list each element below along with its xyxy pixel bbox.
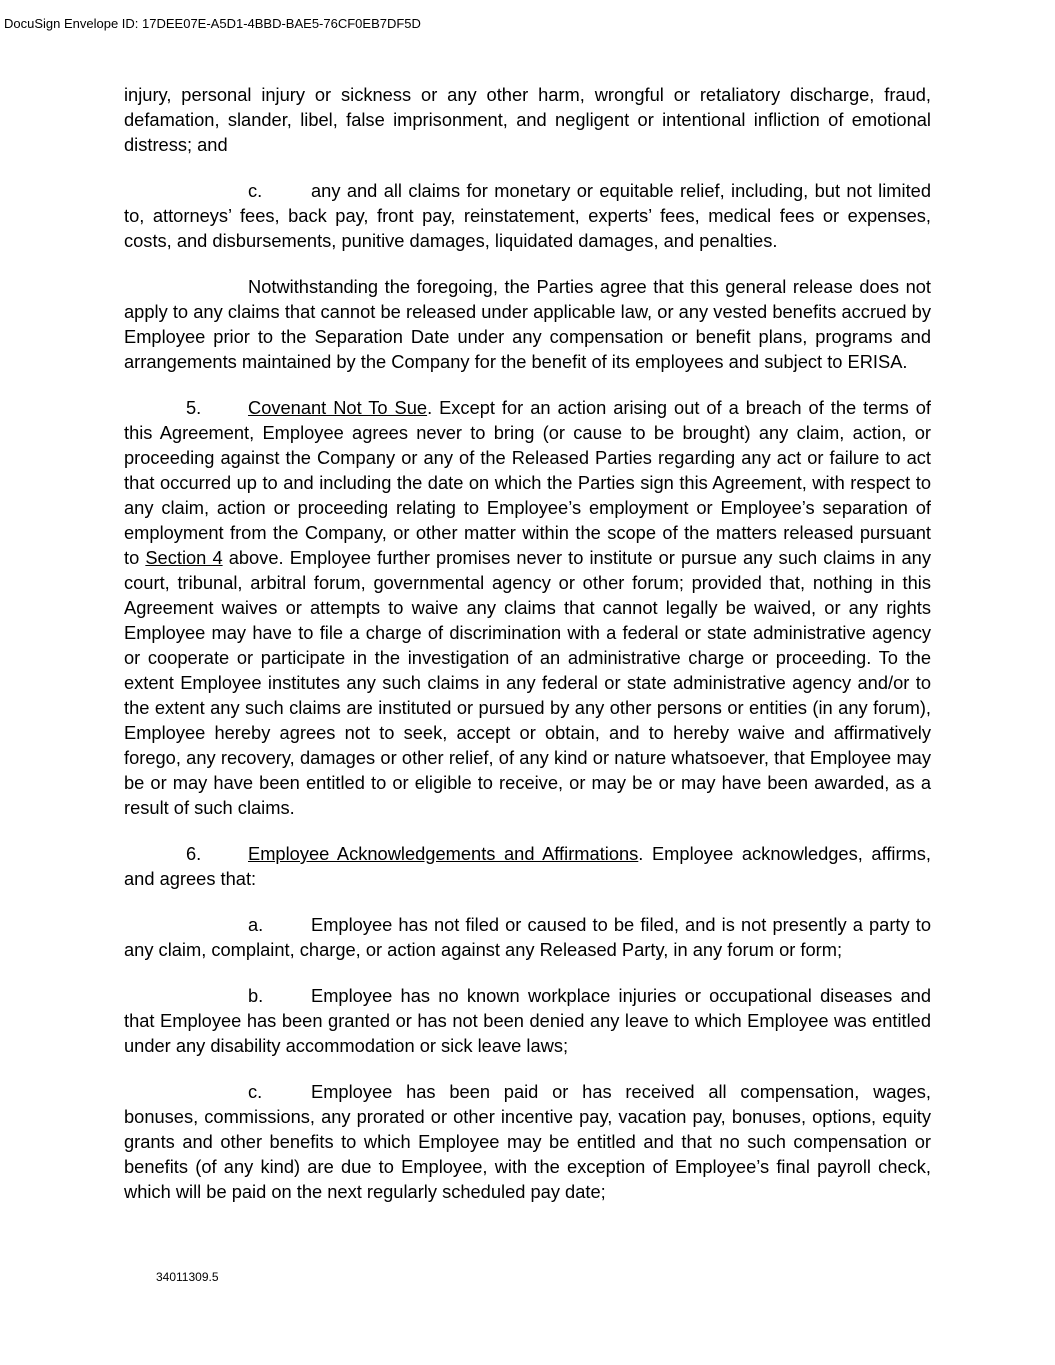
paragraph-text: Notwithstanding the foregoing, the Parties agree that this general release does not apply to any claims that cannot be released under applicable law, or any vested benefits accrued by Employee prior to the Separation Date under any compensation or benefit plans, programs and arrangements maintained by the Company for the benefit of its employees and subject to ERISA. xyxy=(124,276,931,372)
section-number: 6. xyxy=(186,843,202,864)
paragraph-text: any and all claims for monetary or equitable relief, including, but not limited to, attorneys’ fees, back pay, front pay, reinstatement, experts’ fees, medical fees or expenses, costs, and disbursements, punitive damages, liquidated damages, and penalties. xyxy=(124,180,931,251)
paragraph-text: . Employee acknowledges, affirms, and agrees that: xyxy=(124,843,932,889)
paragraph-release-claims-continued xyxy=(124,82,931,157)
paragraph-text: injury, personal injury or sickness or any other harm, wrongful or retaliatory discharge, fraud, defamation, slander, libel, false imprisonment, and negligent or intentional infliction of emotional distress; and xyxy=(124,84,931,155)
section-heading: Employee Acknowledgements and Affirmations xyxy=(248,843,639,864)
paragraph-no-claims-filed xyxy=(124,912,931,962)
document-number: 34011309.5 xyxy=(156,1270,219,1284)
section-covenant-not-to-sue xyxy=(124,395,931,820)
section-number: 5. xyxy=(186,397,202,418)
paragraph-text: above. Employee further promises never to institute or pursue any such claims in any court, tribunal, arbitral forum, governmental agency or other forum; provided that, nothing in this Agreement waives or attempts to waive any claims that cannot legally be waived, or any rights Employee may have to file a charge of discrimination with a federal or state administrative agency or cooperate or participate in the investigation of an administrative charge or proceeding. To the extent Employee institutes any such claims in any federal or state administrative agency and/or to the extent any such claims are instituted or pursued by any other persons or entities (in any forum), Employee hereby agrees not to seek, accept or obtain, and to hereby waive and affirmatively forego, any recovery, damages or other relief, of any kind or nature whatsoever, that Employee may be or may have been entitled to or eligible to receive, or may be or may have been awarded, as a result of such claims. xyxy=(124,547,931,818)
paragraph-text: Employee has been paid or has received all compensation, wages, bonuses, commissions, any prorated or other incentive pay, vacation pay, bonuses, options, equity grants and other benefits to which Employee may be entitled and that no such compensation or benefits (of any kind) are due to Employee, with the exception of Employee’s final payroll check, which will be paid on the next regularly scheduled pay date; xyxy=(124,1081,931,1202)
paragraph-text: Employee has no known workplace injuries or occupational diseases and that Employee has been granted or has not been denied any leave to which Employee was entitled under any disability accommodation or sick leave laws; xyxy=(124,985,931,1056)
paragraph-compensation-paid xyxy=(124,1079,931,1204)
envelope-id: DocuSign Envelope ID: 17DEE07E-A5D1-4BBD-BAE5-76CF0EB7DF5D xyxy=(4,16,421,31)
paragraph-notwithstanding xyxy=(124,274,931,374)
section-4-reference-link[interactable]: Section 4 xyxy=(145,547,223,568)
list-marker: a. xyxy=(248,914,264,935)
list-marker: c. xyxy=(248,1081,263,1102)
paragraph-no-workplace-injuries xyxy=(124,983,931,1058)
list-marker: b. xyxy=(248,985,264,1006)
paragraph-monetary-relief xyxy=(124,178,931,253)
paragraph-text: Employee has not filed or caused to be filed, and is not presently a party to any claim, complaint, charge, or action against any Released Party, in any forum or form; xyxy=(124,914,931,960)
paragraph-text: . Except for an action arising out of a breach of the terms of this Agreement, Employee agrees never to bring (or cause to be brought) any claim, action, or proceeding against the Company or any of the Released Parties regarding any act or failure to act that occurred up to and including the date on which the Parties sign this Agreement, with respect to any claim, action or proceeding relating to Employee’s employment or Employee’s separation of employment from the Company, or other matter within the scope of the matters released pursuant to xyxy=(124,397,931,568)
section-heading: Covenant Not To Sue xyxy=(248,397,428,418)
section-employee-acknowledgements xyxy=(124,841,931,891)
list-marker: c. xyxy=(248,180,263,201)
document-body xyxy=(124,82,931,1204)
